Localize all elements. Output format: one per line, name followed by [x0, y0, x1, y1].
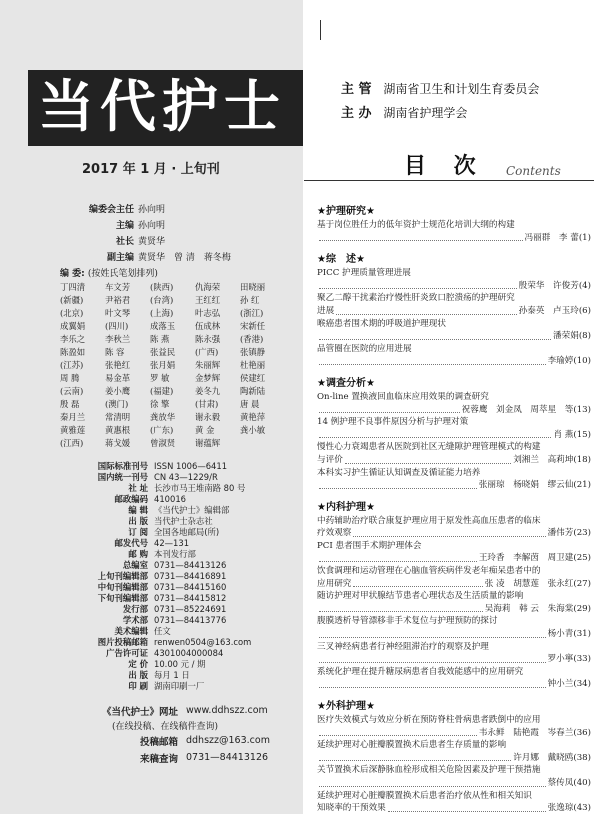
- toc-entry-authors: 张逸琼(43): [547, 803, 591, 814]
- publication-value: 本刊发行部: [154, 548, 196, 559]
- board-member-name: (甘肃): [195, 399, 219, 409]
- toc-entry-title: 疗效观察: [317, 528, 352, 539]
- publication-row: [68, 636, 298, 647]
- toc-entry-authors: 蔡传凤(40): [547, 777, 591, 788]
- publication-value: 湖南印刷一厂: [154, 680, 205, 691]
- board-member-name: 丁四清: [60, 282, 86, 292]
- board-member-name: 龚小敏: [240, 425, 266, 435]
- website-note: (在线投稿、在线稿件查询): [111, 722, 219, 732]
- editorial-staff: [72, 200, 297, 264]
- board-member-name: (四川): [105, 321, 129, 331]
- publication-value: 0731—84415160: [154, 581, 227, 592]
- toc-entry-title: 品管圈在医院的应用进展: [317, 343, 412, 354]
- toc-section-title: ★综 述★: [317, 254, 365, 266]
- publication-value: 42—131: [154, 537, 190, 548]
- toc-entry[interactable]: [317, 666, 591, 691]
- toc-entry-title: 本科实习护生循证认知调查及循证能力培养: [317, 467, 481, 478]
- publication-label: 国际标准刊号: [97, 460, 148, 471]
- publication-row: [68, 581, 298, 592]
- toc-entry-authors: 殷荣华 许俊芳(4): [518, 280, 591, 291]
- website-row: 《当代护士》网址 www.ddhszz.com: [101, 705, 268, 718]
- publication-row: [68, 559, 298, 570]
- toc-entry[interactable]: [317, 590, 591, 615]
- toc-entry[interactable]: [317, 343, 591, 368]
- board-member-name: 徐 擎: [150, 399, 170, 409]
- toc-entry-authors: 肖 燕(15): [553, 429, 591, 440]
- publication-row: [68, 647, 298, 658]
- publication-label: 学术部: [122, 614, 148, 625]
- board-member-name: 伍成林: [195, 321, 221, 331]
- publication-row: [68, 625, 298, 636]
- publication-value: 任文: [154, 625, 171, 636]
- toc-entry-authors: 张丽琼 杨晓娟 缪云仙(21): [478, 480, 591, 491]
- toc-entry-authors: 许月娜 戴晓鸥(38): [513, 752, 591, 763]
- toc-entry[interactable]: [317, 540, 591, 565]
- toc-entry[interactable]: [317, 565, 591, 590]
- board-member-name: 黄雅莲: [60, 425, 86, 435]
- toc-entry-title: 医疗失效模式与效应分析在预防脊柱骨病患者跌倒中的应用: [317, 715, 541, 725]
- publication-value: renwen0504@163.com: [154, 636, 252, 647]
- publication-value: 全国各地邮局(所): [154, 526, 220, 537]
- toc-entry-title: PCI 患者围手术期护理体会: [317, 540, 422, 551]
- publication-info: [68, 460, 298, 691]
- toc-section: [317, 697, 591, 815]
- website-link[interactable]: www.ddhszz.com: [186, 705, 268, 716]
- toc-entry-title: 延续护理对心脏瓣膜置换术后患者生存质量的影响: [317, 740, 507, 751]
- publication-value: 0731—84416891: [154, 570, 227, 581]
- contents-heading: 目 次: [404, 154, 486, 179]
- toc-entry[interactable]: [317, 267, 591, 292]
- publication-value: CN 43—1229/R: [154, 471, 218, 482]
- board-member-name: (陕西): [150, 282, 174, 292]
- board-member-name: 陈 燕: [150, 334, 170, 344]
- board-member-name: 朱丽辉: [195, 360, 221, 370]
- publication-value: 0731—85224691: [154, 603, 227, 614]
- board-member-name: 谢永毅: [195, 412, 221, 422]
- toc-entry-authors: 孙泰英 卢玉玲(6): [518, 305, 591, 316]
- toc-entry-authors: 祝蓉鹰 刘金凤 周萃星 等(13): [461, 404, 591, 415]
- issue-date: 2017 年 1 月 · 上旬刊: [82, 162, 220, 177]
- sponsor-line-supervisor: [341, 78, 539, 97]
- board-member-name: 李秋兰: [105, 334, 131, 344]
- board-member-name: 谢蕴辉: [195, 438, 221, 448]
- publication-value: ISSN 1006—6411: [154, 460, 228, 471]
- board-member-name: (台湾): [150, 295, 174, 305]
- board-member-name: 尹裕君: [105, 295, 131, 305]
- board-member-name: 宋新任: [240, 321, 266, 331]
- board-member-name: 仇海荣: [195, 282, 221, 292]
- publication-label: 社 址: [128, 482, 148, 493]
- editor-row: 主编 孙向明: [115, 220, 166, 231]
- toc-entry-authors: 冯丽群 李 蕾(1): [524, 232, 591, 243]
- publication-row: [68, 526, 298, 537]
- publication-label: 图片投稿邮箱: [97, 636, 148, 647]
- board-member-name: 殷 磊: [60, 399, 80, 409]
- board-member-name: 曾淑贤: [150, 438, 176, 448]
- publication-label: 邮发代号: [114, 537, 148, 548]
- toc-entry-authors: 潘伟芳(23): [547, 528, 591, 539]
- board-member-name: (香港): [240, 334, 264, 344]
- publication-row: [68, 493, 298, 504]
- toc-entry-title: 应用研究: [317, 578, 352, 589]
- board-member-name: 姜冬九: [195, 386, 221, 396]
- board-member-name: (上海): [150, 308, 174, 318]
- board-member-name: (北京): [60, 308, 84, 318]
- table-of-contents: [317, 202, 591, 815]
- publication-row: [68, 592, 298, 603]
- toc-entry[interactable]: [317, 441, 591, 466]
- toc-entry-title: 知晓率的干预效果: [317, 803, 386, 814]
- board-member-name: 侯建红: [240, 373, 266, 383]
- publication-row: [68, 515, 298, 526]
- publication-row: [68, 680, 298, 691]
- board-member-name: 罗 敏: [150, 373, 170, 383]
- editor-row: 社长 黄贤华: [115, 236, 166, 247]
- toc-entry[interactable]: [317, 219, 591, 244]
- toc-entry-authors: 刘湘兰 高莉坤(18): [513, 454, 591, 465]
- board-member-name: 陈永强: [195, 334, 221, 344]
- board-member-name: 车文芳: [105, 282, 131, 292]
- board-member-name: 陈 容: [105, 347, 125, 357]
- publication-label: 广告许可证: [106, 647, 148, 658]
- toc-entry-authors: 王玲香 李解茵 周卫建(25): [478, 553, 591, 564]
- publication-label: 美术编辑: [114, 625, 148, 636]
- board-member-name: [240, 437, 285, 449]
- publication-row: [68, 460, 298, 471]
- publication-label: 下旬刊编辑部: [97, 592, 148, 603]
- board-member-name: (云南): [60, 386, 84, 396]
- email-row: 投稿邮箱 ddhszz@163.com: [139, 735, 270, 748]
- toc-entry-authors: 潘荣娟(8): [553, 331, 591, 342]
- publication-row: [68, 658, 298, 669]
- publication-label: 印 刷: [128, 680, 148, 691]
- board-member-name: 成翼娟: [60, 321, 86, 331]
- publication-row: [68, 537, 298, 548]
- toc-entry-title: 系统化护理在提升糖尿病患者自我效能感中的应用研究: [317, 666, 524, 677]
- board-member-name: 姜小鹰: [105, 386, 131, 396]
- toc-entry[interactable]: [317, 416, 591, 441]
- toc-entry[interactable]: [317, 615, 591, 640]
- board-member-name: 张月娟: [150, 360, 176, 370]
- decorative-line: [320, 20, 321, 40]
- toc-section-title: ★调查分析★: [317, 377, 375, 389]
- publication-row: [68, 471, 298, 482]
- board-member-name: 叶文琴: [105, 308, 131, 318]
- board-member-name: 龚放华: [150, 412, 176, 422]
- publication-value: 4301004000084: [154, 647, 224, 658]
- toc-section: [317, 250, 591, 368]
- board-member-name: 张益民: [150, 347, 176, 357]
- toc-entry[interactable]: [317, 764, 591, 789]
- toc-entry-title: 慢性心力衰竭患者从医院到社区无缝隙护理管理模式的构建: [317, 442, 541, 453]
- toc-entry-title: 三叉神经病患者行神经阻滞治疗的观察及护理: [317, 641, 489, 652]
- contents-script-heading: Contents: [506, 164, 561, 178]
- toc-section: [317, 374, 591, 492]
- toc-entry[interactable]: [317, 515, 591, 540]
- board-member-name: 张艳红: [105, 360, 131, 370]
- publication-label: 邮政编码: [114, 493, 148, 504]
- toc-entry-authors: 李瑜婷(10): [547, 356, 591, 367]
- editorial-board: [60, 266, 300, 449]
- toc-section: [317, 498, 591, 691]
- toc-entry-title: 腹膜透析导管漂移非手术复位与护理预防的探讨: [317, 616, 498, 627]
- toc-entry[interactable]: [317, 739, 591, 764]
- toc-entry-authors: 钟小兰(34): [547, 679, 591, 690]
- publication-label: 发行部: [122, 603, 148, 614]
- board-member-name: (新疆): [60, 295, 84, 305]
- board-member-name: 陈盈如: [60, 347, 86, 357]
- toc-entry-title: 饮食调理和运动管理在心脑血管疾病伴发老年痴呆患者中的: [317, 566, 541, 577]
- toc-entry-title: 与评价: [317, 454, 343, 465]
- board-member-name: 王红红: [195, 295, 221, 305]
- toc-entry-authors: 罗小寧(33): [547, 654, 591, 665]
- toc-entry-authors: 吴海莉 韩 云 朱海棠(29): [484, 603, 591, 614]
- toc-entry-authors: 张 凌 胡慧莲 张永红(27): [484, 578, 591, 589]
- toc-entry-title: 基于岗位胜任力的低年资护士规范化培训大纲的构建: [317, 220, 515, 230]
- board-member-name: 杜艳丽: [240, 360, 266, 370]
- toc-entry-title: 进展: [317, 305, 335, 316]
- toc-entry[interactable]: [317, 467, 591, 492]
- toc-entry-title: 关节置换术后深静脉血栓形成相关危险因素及护理干预措施: [317, 765, 541, 776]
- publication-label: 邮 购: [128, 548, 148, 559]
- publication-row: [68, 482, 298, 493]
- publication-value: 0731—84415812: [154, 592, 227, 603]
- publication-label: 出 版: [128, 515, 148, 526]
- board-label: 编 委: (按姓氏笔划排列): [60, 269, 158, 279]
- publication-row: [68, 614, 298, 625]
- sponsor-org: 湖南省卫生和计划生育委员会: [383, 82, 540, 96]
- board-member-name: 金梦辉: [195, 373, 221, 383]
- board-member-name: 黄惠根: [105, 425, 131, 435]
- publication-value: 当代护士杂志社: [154, 515, 213, 526]
- board-names-grid: [60, 281, 300, 449]
- toc-entry-title: 随访护理对甲状腺结节患者心理状态及生活质量的影响: [317, 591, 524, 602]
- toc-entry[interactable]: [317, 292, 591, 317]
- board-member-name: 张镇静: [240, 347, 266, 357]
- publication-row: [68, 603, 298, 614]
- board-member-name: (澳门): [105, 399, 129, 409]
- toc-entry-title: On-line 置换液回血临床应用效果的调查研究: [317, 391, 489, 402]
- board-member-name: (浙江): [240, 308, 264, 318]
- publication-value: 长沙市马王堆南路 80 号: [154, 482, 246, 493]
- sponsor-org: 湖南省护理学会: [383, 106, 468, 120]
- toc-entry-title: PICC 护理质量管理进展: [317, 268, 411, 279]
- journal-title: 当代护士: [38, 75, 286, 140]
- contents-rule: [304, 180, 594, 181]
- toc-entry-authors: 韦永鲜 陆艳霞 岑春兰(36): [478, 727, 591, 738]
- publication-row: [68, 548, 298, 559]
- publication-row: [68, 504, 298, 515]
- publication-value: 《当代护士》编辑部: [154, 504, 230, 515]
- toc-entry[interactable]: [317, 714, 591, 739]
- sponsor-role: 主 管: [341, 82, 372, 97]
- board-member-name: 常清明: [105, 412, 131, 422]
- board-member-name: 陶新陆: [240, 386, 266, 396]
- publication-value: 每月 1 日: [154, 669, 190, 680]
- toc-section-title: ★内科护理★: [317, 501, 375, 513]
- toc-entry-title: 中药辅助治疗联合康复护理应用于原发性高血压患者的临床: [317, 515, 541, 526]
- board-member-name: 黄艳萍: [240, 412, 266, 422]
- publication-row: [68, 570, 298, 581]
- board-member-name: 蒋戈媛: [105, 438, 131, 448]
- publication-value: 410016: [154, 493, 186, 504]
- board-member-name: 李乐之: [60, 334, 86, 344]
- toc-entry[interactable]: [317, 318, 591, 343]
- toc-section-title: ★护理研究★: [317, 206, 375, 217]
- sponsor-line-host: [341, 102, 467, 121]
- toc-entry-authors: 杨小青(31): [547, 629, 591, 640]
- toc-entry[interactable]: [317, 790, 591, 815]
- board-member-name: 田晓丽: [240, 282, 266, 292]
- toc-entry[interactable]: [317, 641, 591, 666]
- board-member-name: (江西): [60, 438, 84, 448]
- board-member-name: (广西): [195, 347, 219, 357]
- publication-label: 订 阅: [128, 526, 148, 537]
- publication-value: 0731—84413776: [154, 614, 227, 625]
- sponsor-role: 主 办: [341, 106, 372, 121]
- board-member-name: 唐 晨: [240, 399, 260, 409]
- publication-label: 中旬刊编辑部: [97, 581, 148, 592]
- publication-value: 10.00 元 / 期: [154, 658, 206, 669]
- email-link[interactable]: ddhszz@163.com: [186, 735, 270, 746]
- toc-entry-title: 喉癌患者围术期的呼吸道护理现状: [317, 318, 446, 329]
- board-member-name: (广东): [150, 425, 174, 435]
- website-info: [60, 702, 300, 766]
- board-member-name: (福建): [150, 386, 174, 396]
- toc-entry-title: 14 例护理不良事件原因分析与护理对策: [317, 417, 469, 428]
- editor-row: 副主编 黄贤华 曾 清 蒋冬梅: [106, 252, 231, 263]
- publication-label: 国内统一刊号: [97, 471, 148, 482]
- board-member-name: 成落玉: [150, 321, 176, 331]
- toc-section: [317, 202, 591, 244]
- publication-row: [68, 669, 298, 680]
- publication-label: 总编室: [122, 559, 148, 570]
- publication-label: 上旬刊编辑部: [97, 570, 148, 581]
- board-member-name: 黄 金: [195, 425, 215, 435]
- publication-label: 编 辑: [128, 504, 148, 515]
- board-member-name: 叶志弘: [195, 308, 221, 318]
- toc-entry-title: 聚乙二醇干扰素治疗慢性肝炎致口腔溃疡的护理研究: [317, 293, 515, 304]
- toc-section-title: ★外科护理★: [317, 701, 375, 712]
- board-member-name: 周 腾: [60, 373, 80, 383]
- toc-entry[interactable]: [317, 391, 591, 416]
- publication-label: 定 价: [128, 658, 148, 669]
- phone-row: 来稿查询 0731—84413126: [139, 752, 269, 765]
- editor-row: 编委会主任 孙向明: [88, 204, 166, 215]
- publication-label: 出 版: [128, 669, 148, 680]
- board-member-name: 易金革: [105, 373, 131, 383]
- toc-entry-title: 延续护理对心脏瓣膜置换术后患者治疗依从性和相关知识: [317, 790, 532, 801]
- board-member-name: 孙 红: [240, 295, 260, 305]
- publication-value: 0731—84413126: [154, 559, 227, 570]
- board-member-name: 秦月兰: [60, 412, 86, 422]
- board-member-name: (江苏): [60, 360, 84, 370]
